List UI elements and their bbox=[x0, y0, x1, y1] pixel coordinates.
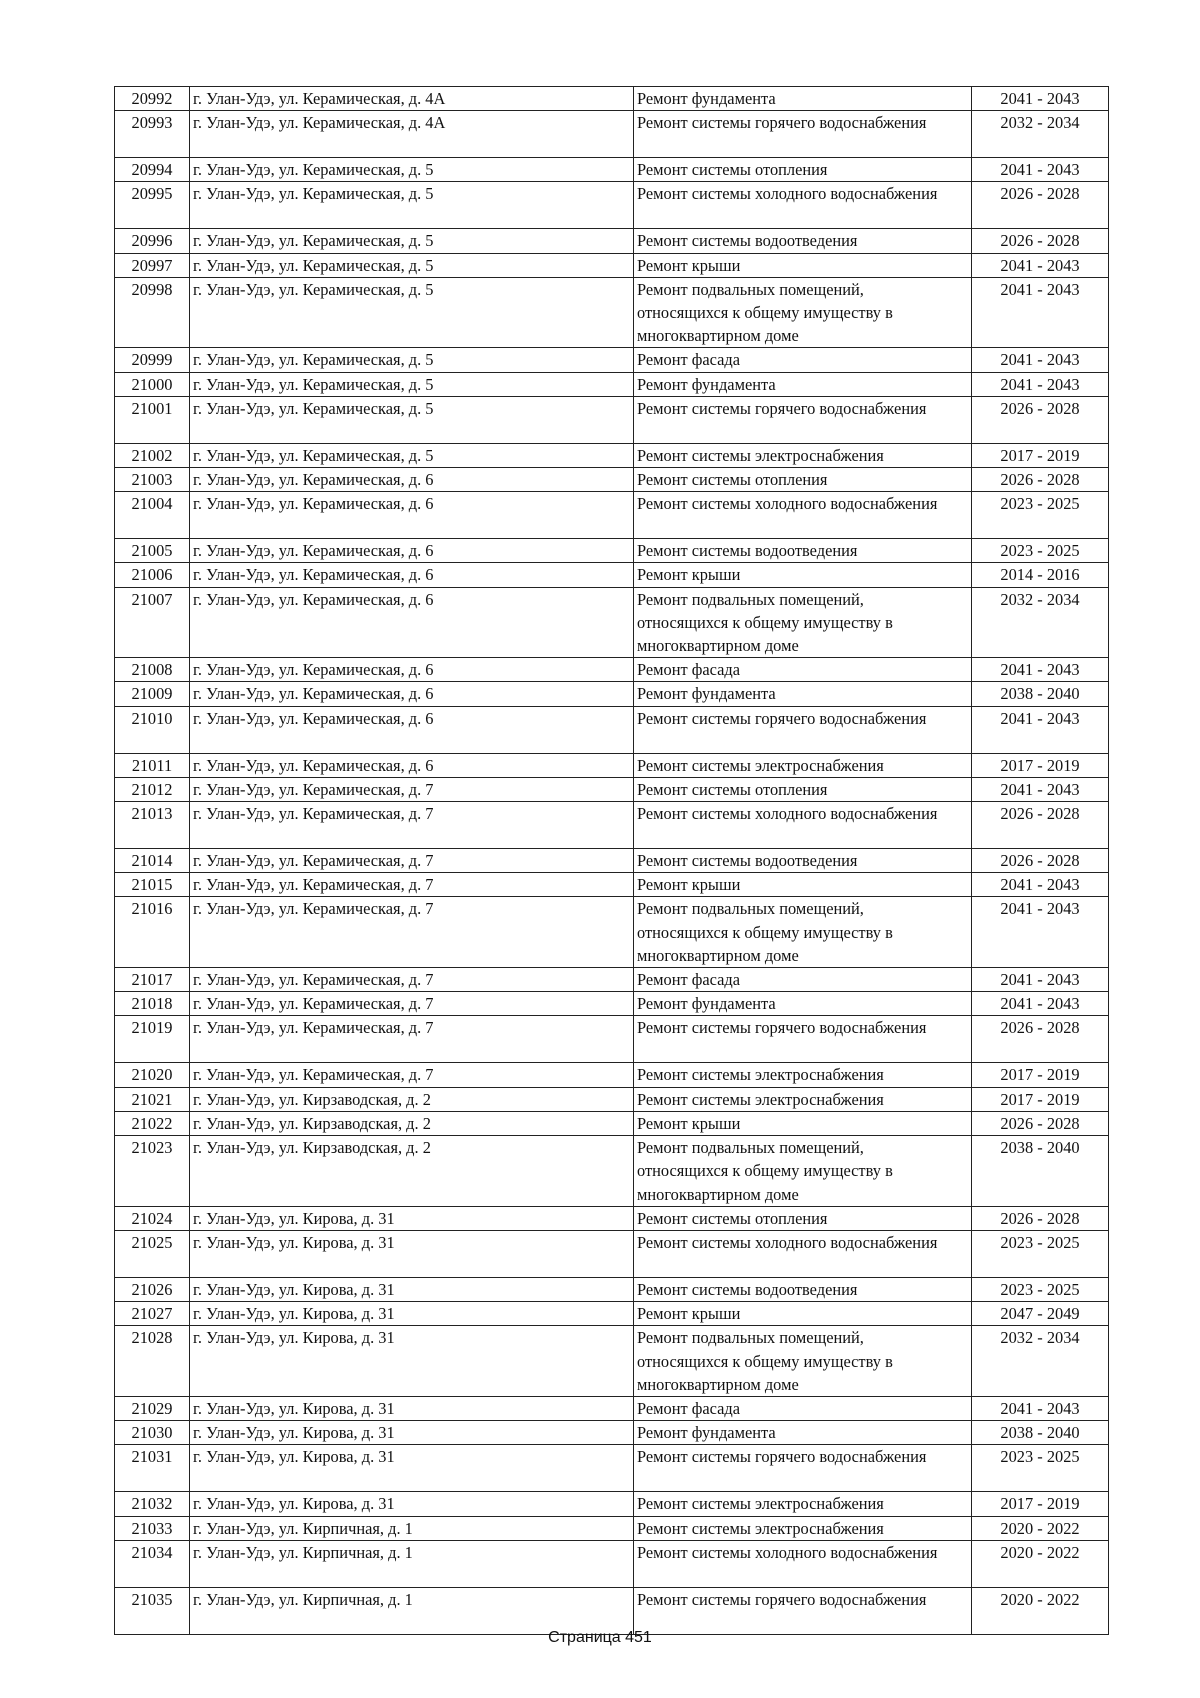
period-cell: 2026 - 2028 bbox=[972, 229, 1109, 253]
work-type-cell: Ремонт системы холодного водоснабжения bbox=[634, 1540, 972, 1587]
table-row bbox=[115, 1136, 1109, 1207]
period-cell: 2041 - 2043 bbox=[972, 348, 1109, 372]
row-number-cell: 20998 bbox=[115, 277, 190, 348]
work-type-cell: Ремонт системы горячего водоснабжения bbox=[634, 396, 972, 443]
work-type-cell: Ремонт фундамента bbox=[634, 992, 972, 1016]
row-number-cell: 21011 bbox=[115, 753, 190, 777]
table-row bbox=[115, 1111, 1109, 1135]
address-cell: г. Улан-Удэ, ул. Керамическая, д. 7 bbox=[190, 777, 634, 801]
table-row bbox=[115, 253, 1109, 277]
work-type-cell: Ремонт фасада bbox=[634, 658, 972, 682]
address-cell: г. Улан-Удэ, ул. Керамическая, д. 5 bbox=[190, 372, 634, 396]
row-number-cell: 20999 bbox=[115, 348, 190, 372]
row-number-cell: 21013 bbox=[115, 802, 190, 849]
period-cell: 2017 - 2019 bbox=[972, 443, 1109, 467]
table-row bbox=[115, 802, 1109, 849]
period-cell: 2023 - 2025 bbox=[972, 1277, 1109, 1301]
period-cell: 2032 - 2034 bbox=[972, 111, 1109, 158]
work-type-cell: Ремонт подвальных помещений, относящихся к общему имуществу в многоквартирном доме bbox=[634, 587, 972, 658]
work-type-cell: Ремонт системы электроснабжения bbox=[634, 1087, 972, 1111]
period-cell: 2017 - 2019 bbox=[972, 1063, 1109, 1087]
table-row bbox=[115, 897, 1109, 968]
row-number-cell: 21027 bbox=[115, 1302, 190, 1326]
table-row bbox=[115, 1587, 1109, 1634]
address-cell: г. Улан-Удэ, ул. Кирова, д. 31 bbox=[190, 1302, 634, 1326]
period-cell: 2038 - 2040 bbox=[972, 1421, 1109, 1445]
table-row bbox=[115, 563, 1109, 587]
table-row bbox=[115, 396, 1109, 443]
period-cell: 2026 - 2028 bbox=[972, 1111, 1109, 1135]
work-type-cell: Ремонт крыши bbox=[634, 873, 972, 897]
period-cell: 2026 - 2028 bbox=[972, 396, 1109, 443]
period-cell: 2026 - 2028 bbox=[972, 1206, 1109, 1230]
table-row bbox=[115, 443, 1109, 467]
period-cell: 2041 - 2043 bbox=[972, 87, 1109, 111]
address-cell: г. Улан-Удэ, ул. Керамическая, д. 6 bbox=[190, 706, 634, 753]
work-type-cell: Ремонт системы водоотведения bbox=[634, 1277, 972, 1301]
table-row bbox=[115, 968, 1109, 992]
address-cell: г. Улан-Удэ, ул. Керамическая, д. 6 bbox=[190, 468, 634, 492]
table-body bbox=[115, 87, 1109, 1635]
period-cell: 2041 - 2043 bbox=[972, 992, 1109, 1016]
row-number-cell: 21012 bbox=[115, 777, 190, 801]
period-cell: 2032 - 2034 bbox=[972, 587, 1109, 658]
address-cell: г. Улан-Удэ, ул. Кирова, д. 31 bbox=[190, 1396, 634, 1420]
table-row bbox=[115, 873, 1109, 897]
row-number-cell: 21020 bbox=[115, 1063, 190, 1087]
row-number-cell: 21007 bbox=[115, 587, 190, 658]
period-cell: 2020 - 2022 bbox=[972, 1540, 1109, 1587]
work-type-cell: Ремонт системы горячего водоснабжения bbox=[634, 1445, 972, 1492]
period-cell: 2026 - 2028 bbox=[972, 182, 1109, 229]
row-number-cell: 21004 bbox=[115, 492, 190, 539]
work-type-cell: Ремонт системы электроснабжения bbox=[634, 1516, 972, 1540]
period-cell: 2041 - 2043 bbox=[972, 897, 1109, 968]
row-number-cell: 21010 bbox=[115, 706, 190, 753]
row-number-cell: 21026 bbox=[115, 1277, 190, 1301]
address-cell: г. Улан-Удэ, ул. Керамическая, д. 6 bbox=[190, 658, 634, 682]
work-type-cell: Ремонт системы водоотведения bbox=[634, 849, 972, 873]
work-type-cell: Ремонт системы отопления bbox=[634, 468, 972, 492]
table-row bbox=[115, 1230, 1109, 1277]
table-row bbox=[115, 539, 1109, 563]
period-cell: 2041 - 2043 bbox=[972, 777, 1109, 801]
row-number-cell: 21032 bbox=[115, 1492, 190, 1516]
address-cell: г. Улан-Удэ, ул. Кирзаводская, д. 2 bbox=[190, 1136, 634, 1207]
row-number-cell: 20992 bbox=[115, 87, 190, 111]
period-cell: 2020 - 2022 bbox=[972, 1587, 1109, 1634]
address-cell: г. Улан-Удэ, ул. Кирова, д. 31 bbox=[190, 1206, 634, 1230]
period-cell: 2041 - 2043 bbox=[972, 968, 1109, 992]
table-row bbox=[115, 1063, 1109, 1087]
period-cell: 2017 - 2019 bbox=[972, 1087, 1109, 1111]
address-cell: г. Улан-Удэ, ул. Керамическая, д. 7 bbox=[190, 873, 634, 897]
table-row bbox=[115, 1396, 1109, 1420]
table-row bbox=[115, 706, 1109, 753]
period-cell: 2026 - 2028 bbox=[972, 468, 1109, 492]
table-row bbox=[115, 777, 1109, 801]
row-number-cell: 21019 bbox=[115, 1016, 190, 1063]
row-number-cell: 21028 bbox=[115, 1326, 190, 1397]
work-type-cell: Ремонт системы электроснабжения bbox=[634, 1492, 972, 1516]
work-type-cell: Ремонт фундамента bbox=[634, 87, 972, 111]
work-type-cell: Ремонт крыши bbox=[634, 1302, 972, 1326]
work-type-cell: Ремонт системы горячего водоснабжения bbox=[634, 1587, 972, 1634]
row-number-cell: 21009 bbox=[115, 682, 190, 706]
row-number-cell: 21023 bbox=[115, 1136, 190, 1207]
table-row bbox=[115, 1016, 1109, 1063]
address-cell: г. Улан-Удэ, ул. Керамическая, д. 5 bbox=[190, 182, 634, 229]
work-type-cell: Ремонт системы холодного водоснабжения bbox=[634, 802, 972, 849]
table-row bbox=[115, 992, 1109, 1016]
row-number-cell: 21021 bbox=[115, 1087, 190, 1111]
row-number-cell: 21030 bbox=[115, 1421, 190, 1445]
work-type-cell: Ремонт крыши bbox=[634, 253, 972, 277]
period-cell: 2041 - 2043 bbox=[972, 253, 1109, 277]
table-row bbox=[115, 1445, 1109, 1492]
address-cell: г. Улан-Удэ, ул. Керамическая, д. 5 bbox=[190, 348, 634, 372]
row-number-cell: 21025 bbox=[115, 1230, 190, 1277]
work-type-cell: Ремонт системы электроснабжения bbox=[634, 1063, 972, 1087]
row-number-cell: 21003 bbox=[115, 468, 190, 492]
work-type-cell: Ремонт системы холодного водоснабжения bbox=[634, 1230, 972, 1277]
period-cell: 2041 - 2043 bbox=[972, 706, 1109, 753]
table-row bbox=[115, 87, 1109, 111]
table-row bbox=[115, 1421, 1109, 1445]
table-row bbox=[115, 753, 1109, 777]
address-cell: г. Улан-Удэ, ул. Керамическая, д. 7 bbox=[190, 968, 634, 992]
period-cell: 2047 - 2049 bbox=[972, 1302, 1109, 1326]
capital-repair-table bbox=[114, 86, 1109, 1635]
row-number-cell: 21029 bbox=[115, 1396, 190, 1420]
row-number-cell: 20995 bbox=[115, 182, 190, 229]
row-number-cell: 21015 bbox=[115, 873, 190, 897]
address-cell: г. Улан-Удэ, ул. Керамическая, д. 7 bbox=[190, 1063, 634, 1087]
table-row bbox=[115, 348, 1109, 372]
work-type-cell: Ремонт фасада bbox=[634, 968, 972, 992]
table-row bbox=[115, 1302, 1109, 1326]
period-cell: 2026 - 2028 bbox=[972, 849, 1109, 873]
address-cell: г. Улан-Удэ, ул. Керамическая, д. 4А bbox=[190, 87, 634, 111]
work-type-cell: Ремонт системы горячего водоснабжения bbox=[634, 706, 972, 753]
period-cell: 2032 - 2034 bbox=[972, 1326, 1109, 1397]
table-row bbox=[115, 468, 1109, 492]
address-cell: г. Улан-Удэ, ул. Керамическая, д. 7 bbox=[190, 1016, 634, 1063]
table-row bbox=[115, 111, 1109, 158]
address-cell: г. Улан-Удэ, ул. Кирова, д. 31 bbox=[190, 1326, 634, 1397]
period-cell: 2041 - 2043 bbox=[972, 1396, 1109, 1420]
work-type-cell: Ремонт системы холодного водоснабжения bbox=[634, 492, 972, 539]
address-cell: г. Улан-Удэ, ул. Керамическая, д. 5 bbox=[190, 277, 634, 348]
row-number-cell: 21016 bbox=[115, 897, 190, 968]
row-number-cell: 21008 bbox=[115, 658, 190, 682]
work-type-cell: Ремонт подвальных помещений, относящихся к общему имуществу в многоквартирном доме bbox=[634, 1326, 972, 1397]
row-number-cell: 21031 bbox=[115, 1445, 190, 1492]
work-type-cell: Ремонт системы горячего водоснабжения bbox=[634, 1016, 972, 1063]
table-row bbox=[115, 1206, 1109, 1230]
work-type-cell: Ремонт системы электроснабжения bbox=[634, 753, 972, 777]
work-type-cell: Ремонт системы горячего водоснабжения bbox=[634, 111, 972, 158]
address-cell: г. Улан-Удэ, ул. Керамическая, д. 7 bbox=[190, 802, 634, 849]
row-number-cell: 20994 bbox=[115, 158, 190, 182]
period-cell: 2023 - 2025 bbox=[972, 539, 1109, 563]
address-cell: г. Улан-Удэ, ул. Кирова, д. 31 bbox=[190, 1421, 634, 1445]
period-cell: 2026 - 2028 bbox=[972, 1016, 1109, 1063]
address-cell: г. Улан-Удэ, ул. Керамическая, д. 5 bbox=[190, 229, 634, 253]
period-cell: 2041 - 2043 bbox=[972, 277, 1109, 348]
address-cell: г. Улан-Удэ, ул. Керамическая, д. 6 bbox=[190, 682, 634, 706]
row-number-cell: 21000 bbox=[115, 372, 190, 396]
period-cell: 2026 - 2028 bbox=[972, 802, 1109, 849]
row-number-cell: 21033 bbox=[115, 1516, 190, 1540]
address-cell: г. Улан-Удэ, ул. Керамическая, д. 6 bbox=[190, 587, 634, 658]
work-type-cell: Ремонт подвальных помещений, относящихся к общему имуществу в многоквартирном доме bbox=[634, 1136, 972, 1207]
work-type-cell: Ремонт крыши bbox=[634, 563, 972, 587]
period-cell: 2017 - 2019 bbox=[972, 753, 1109, 777]
period-cell: 2014 - 2016 bbox=[972, 563, 1109, 587]
address-cell: г. Улан-Удэ, ул. Керамическая, д. 5 bbox=[190, 396, 634, 443]
table-row bbox=[115, 1492, 1109, 1516]
address-cell: г. Улан-Удэ, ул. Керамическая, д. 5 bbox=[190, 443, 634, 467]
work-type-cell: Ремонт фасада bbox=[634, 348, 972, 372]
row-number-cell: 20993 bbox=[115, 111, 190, 158]
table-row bbox=[115, 658, 1109, 682]
period-cell: 2038 - 2040 bbox=[972, 682, 1109, 706]
work-type-cell: Ремонт фундамента bbox=[634, 1421, 972, 1445]
work-type-cell: Ремонт крыши bbox=[634, 1111, 972, 1135]
table-row bbox=[115, 1326, 1109, 1397]
address-cell: г. Улан-Удэ, ул. Кирова, д. 31 bbox=[190, 1492, 634, 1516]
address-cell: г. Улан-Удэ, ул. Кирзаводская, д. 2 bbox=[190, 1087, 634, 1111]
address-cell: г. Улан-Удэ, ул. Керамическая, д. 5 bbox=[190, 253, 634, 277]
work-type-cell: Ремонт системы электроснабжения bbox=[634, 443, 972, 467]
row-number-cell: 21006 bbox=[115, 563, 190, 587]
table-row bbox=[115, 849, 1109, 873]
row-number-cell: 21017 bbox=[115, 968, 190, 992]
address-cell: г. Улан-Удэ, ул. Кирова, д. 31 bbox=[190, 1445, 634, 1492]
row-number-cell: 21024 bbox=[115, 1206, 190, 1230]
row-number-cell: 21014 bbox=[115, 849, 190, 873]
address-cell: г. Улан-Удэ, ул. Керамическая, д. 7 bbox=[190, 849, 634, 873]
period-cell: 2041 - 2043 bbox=[972, 658, 1109, 682]
row-number-cell: 21018 bbox=[115, 992, 190, 1016]
address-cell: г. Улан-Удэ, ул. Керамическая, д. 7 bbox=[190, 992, 634, 1016]
address-cell: г. Улан-Удэ, ул. Керамическая, д. 5 bbox=[190, 158, 634, 182]
period-cell: 2023 - 2025 bbox=[972, 1230, 1109, 1277]
work-type-cell: Ремонт фундамента bbox=[634, 372, 972, 396]
work-type-cell: Ремонт фундамента bbox=[634, 682, 972, 706]
table-row bbox=[115, 1540, 1109, 1587]
address-cell: г. Улан-Удэ, ул. Керамическая, д. 6 bbox=[190, 753, 634, 777]
page-number: Страница 451 bbox=[548, 1629, 652, 1646]
period-cell: 2038 - 2040 bbox=[972, 1136, 1109, 1207]
address-cell: г. Улан-Удэ, ул. Керамическая, д. 6 bbox=[190, 492, 634, 539]
row-number-cell: 21001 bbox=[115, 396, 190, 443]
period-cell: 2041 - 2043 bbox=[972, 158, 1109, 182]
address-cell: г. Улан-Удэ, ул. Кирпичная, д. 1 bbox=[190, 1516, 634, 1540]
period-cell: 2023 - 2025 bbox=[972, 1445, 1109, 1492]
address-cell: г. Улан-Удэ, ул. Кирова, д. 31 bbox=[190, 1230, 634, 1277]
address-cell: г. Улан-Удэ, ул. Керамическая, д. 6 bbox=[190, 539, 634, 563]
table-row bbox=[115, 372, 1109, 396]
work-type-cell: Ремонт подвальных помещений, относящихся к общему имуществу в многоквартирном доме bbox=[634, 277, 972, 348]
table-row bbox=[115, 1087, 1109, 1111]
table-row bbox=[115, 1516, 1109, 1540]
table-row bbox=[115, 492, 1109, 539]
work-type-cell: Ремонт системы отопления bbox=[634, 1206, 972, 1230]
address-cell: г. Улан-Удэ, ул. Керамическая, д. 4А bbox=[190, 111, 634, 158]
work-type-cell: Ремонт системы водоотведения bbox=[634, 539, 972, 563]
work-type-cell: Ремонт подвальных помещений, относящихся к общему имуществу в многоквартирном доме bbox=[634, 897, 972, 968]
period-cell: 2041 - 2043 bbox=[972, 372, 1109, 396]
address-cell: г. Улан-Удэ, ул. Керамическая, д. 6 bbox=[190, 563, 634, 587]
row-number-cell: 20997 bbox=[115, 253, 190, 277]
row-number-cell: 20996 bbox=[115, 229, 190, 253]
row-number-cell: 21002 bbox=[115, 443, 190, 467]
period-cell: 2020 - 2022 bbox=[972, 1516, 1109, 1540]
row-number-cell: 21034 bbox=[115, 1540, 190, 1587]
work-type-cell: Ремонт системы отопления bbox=[634, 777, 972, 801]
row-number-cell: 21035 bbox=[115, 1587, 190, 1634]
table-row bbox=[115, 1277, 1109, 1301]
address-cell: г. Улан-Удэ, ул. Керамическая, д. 7 bbox=[190, 897, 634, 968]
work-type-cell: Ремонт системы водоотведения bbox=[634, 229, 972, 253]
period-cell: 2041 - 2043 bbox=[972, 873, 1109, 897]
table-row bbox=[115, 158, 1109, 182]
table-row bbox=[115, 229, 1109, 253]
work-type-cell: Ремонт фасада bbox=[634, 1396, 972, 1420]
row-number-cell: 21005 bbox=[115, 539, 190, 563]
table-row bbox=[115, 587, 1109, 658]
work-type-cell: Ремонт системы холодного водоснабжения bbox=[634, 182, 972, 229]
work-type-cell: Ремонт системы отопления bbox=[634, 158, 972, 182]
row-number-cell: 21022 bbox=[115, 1111, 190, 1135]
address-cell: г. Улан-Удэ, ул. Кирпичная, д. 1 bbox=[190, 1540, 634, 1587]
period-cell: 2017 - 2019 bbox=[972, 1492, 1109, 1516]
table-row bbox=[115, 682, 1109, 706]
address-cell: г. Улан-Удэ, ул. Кирова, д. 31 bbox=[190, 1277, 634, 1301]
period-cell: 2023 - 2025 bbox=[972, 492, 1109, 539]
address-cell: г. Улан-Удэ, ул. Кирпичная, д. 1 bbox=[190, 1587, 634, 1634]
table-row bbox=[115, 277, 1109, 348]
table-row bbox=[115, 182, 1109, 229]
address-cell: г. Улан-Удэ, ул. Кирзаводская, д. 2 bbox=[190, 1111, 634, 1135]
